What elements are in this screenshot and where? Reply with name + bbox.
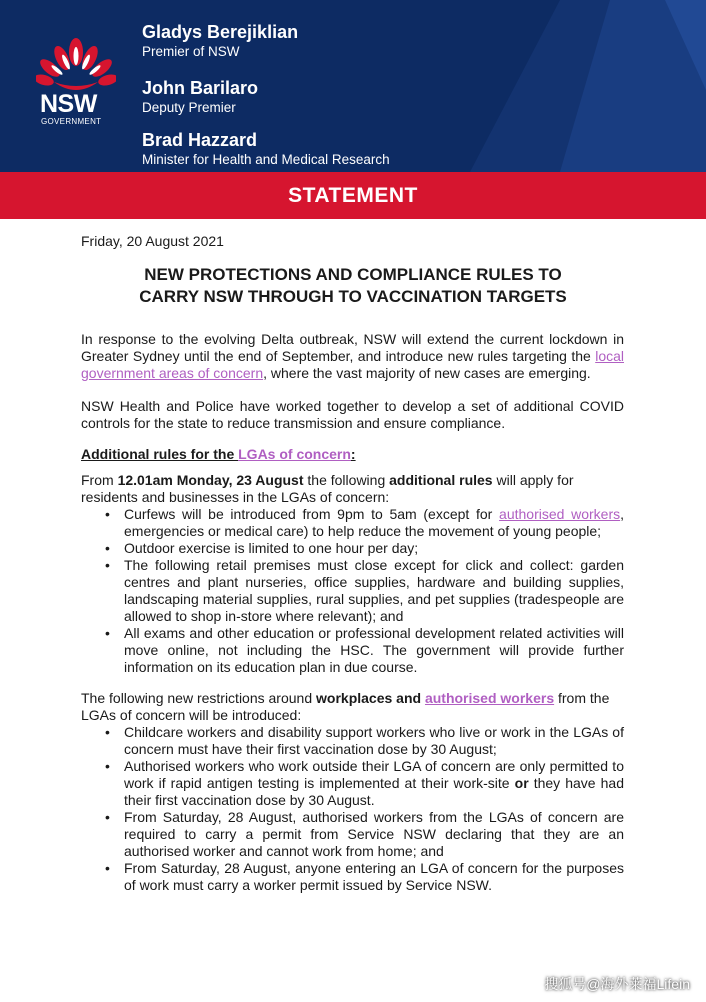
minister-premier (142, 21, 298, 60)
list-item-entering-lga-permit: • From Saturday, 28 August, anyone entering an LGA of concern for the purposes of work must carry a worker permit issued by Service NSW. (81, 860, 624, 894)
section-intro (81, 472, 624, 506)
list-item-worker-permit: • From Saturday, 28 August, authorised workers from the LGAs of concern are required to carry a permit from Service NSW declaring that they are an authorised worker and cannot work from home; and (81, 809, 624, 860)
intro-text: the following (303, 472, 390, 488)
authorised-workers-link[interactable]: authorised workers (424, 690, 555, 706)
workplace-restrictions-list (81, 724, 624, 894)
additional-rules-list (81, 506, 624, 676)
authorised-workers-link[interactable]: authorised workers (499, 506, 621, 522)
list-text: they have had their first vaccination dose by 30 August. (124, 775, 624, 808)
list-item-exams-online: • All exams and other education or professional development related activities will move online, not including the HSC. The government will provide further information on its education plan in due course. (81, 625, 624, 676)
minister-name: John Barilaro (142, 78, 259, 98)
list-item-curfew (81, 506, 624, 540)
nsw-government-logo (36, 38, 116, 130)
list-item-outdoor-exercise: • Outdoor exercise is limited to one hour per day; (81, 540, 624, 557)
section-workplace-restrictions (81, 690, 624, 894)
statement-banner: STATEMENT (0, 172, 706, 219)
minister-role: Premier of NSW (142, 44, 240, 59)
list-item-rapid-antigen-testing (81, 758, 624, 809)
title-line: NEW PROTECTIONS AND COMPLIANCE RULES TO (144, 265, 562, 284)
logo-nsw-text: NSW (40, 90, 97, 118)
statement-title (60, 264, 646, 308)
paragraph-text: In response to the evolving Delta outbreak, NSW will extend the current lockdown in Greater Sydney until the end of September, and introduce new rules targeting the (81, 331, 624, 364)
minister-name: Gladys Berejiklian (142, 22, 299, 42)
minister-health (142, 129, 390, 168)
logo-government-text: GOVERNMENT (41, 117, 102, 126)
minister-role: Minister for Health and Medical Research (142, 152, 390, 167)
list-bold: or (514, 775, 529, 791)
list-text: Authorised workers who work outside their LGA of concern are only permitted to work if rapid antigen testing is implemented at their work-site (124, 758, 624, 791)
intro-text: The following new restrictions around (81, 690, 317, 706)
intro-bold: additional rules (389, 472, 493, 488)
statement-date: Friday, 20 August 2021 (81, 233, 224, 249)
paragraph-text: , where the vast majority of new cases are emerging. (263, 365, 591, 381)
lga-of-concern-link[interactable]: local government areas of concern (81, 348, 624, 381)
waratah-flower-icon (36, 38, 116, 94)
list-text: Curfews will be introduced from 9pm to 5am (except for (124, 506, 500, 522)
heading-colon: : (350, 446, 356, 462)
intro-date-bold: 12.01am Monday, 23 August (117, 472, 304, 488)
intro-text: From (81, 472, 118, 488)
minister-name: Brad Hazzard (142, 130, 258, 150)
header (0, 0, 706, 172)
intro-bold: workplaces and (316, 690, 425, 706)
heading-text: Additional rules for the (81, 446, 239, 462)
intro-text: from the LGAs of concern will be introduced: (81, 690, 610, 723)
paragraph-nsw-health-police: NSW Health and Police have worked together to develop a set of additional COVID controls for the state to reduce transmission and ensure compliance. (81, 398, 624, 431)
minister-deputy-premier (142, 77, 258, 116)
title-line: CARRY NSW THROUGH TO VACCINATION TARGETS (139, 287, 567, 306)
list-item-retail-premises: • The following retail premises must close except for click and collect: garden centres and plant nurseries, office supplies, hardware and building supplies, landscaping material supplies, rural supplies, and pet supplies (tradespeople are allowed to shop in-store where relevant); and (81, 557, 624, 625)
section-heading-additional-rules (81, 446, 624, 463)
lgas-of-concern-link[interactable]: LGAs of concern (238, 446, 351, 462)
section-intro (81, 690, 624, 724)
section-additional-rules (81, 472, 624, 676)
list-text: , emergencies or medical care) to help reduce the movement of young people; (124, 506, 624, 539)
paragraph-lockdown-extension (81, 331, 624, 382)
intro-text: will apply for residents and businesses in the LGAs of concern: (81, 472, 574, 505)
source-watermark: 搜狐号@海外莱福Lifein (544, 976, 690, 992)
list-item-childcare-vaccination: • Childcare workers and disability support workers who live or work in the LGAs of concern must have their first vaccination dose by 30 August; (81, 724, 624, 758)
minister-role: Deputy Premier (142, 100, 236, 115)
